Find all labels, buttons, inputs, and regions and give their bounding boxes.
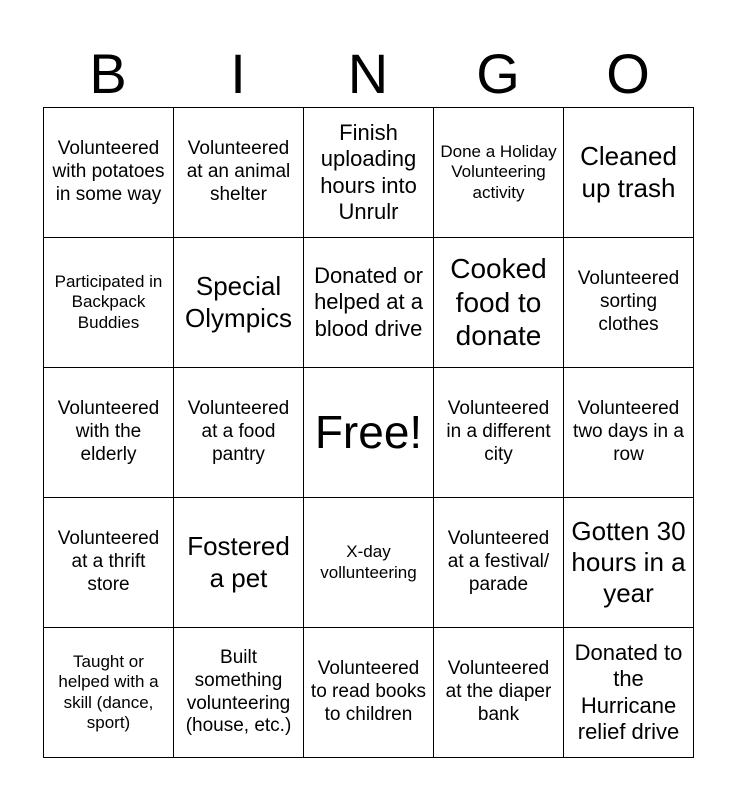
board-row-1 [44,108,694,238]
bingo-cell[interactable]: Finish uploading hours into Unrulr [304,108,434,238]
bingo-cell[interactable]: Done a Holiday Volunteering activity [434,108,564,238]
header-letter-i: I [230,42,246,105]
bingo-cell[interactable]: X-day vollunteering [304,498,434,628]
bingo-cell[interactable]: Volunteered at an animal shelter [174,108,304,238]
bingo-cell[interactable]: Volunteered to read books to children [304,628,434,758]
header-letter-b: B [89,42,127,105]
header-letter-o: O [606,42,650,105]
bingo-cell[interactable]: Cleaned up trash [564,108,694,238]
board-row-4 [44,498,694,628]
bingo-cell[interactable]: Volunteered at the diaper bank [434,628,564,758]
board-row-3 [44,368,694,498]
bingo-cell[interactable]: Taught or helped with a skill (dance, sport) [44,628,174,758]
bingo-board [43,107,694,758]
bingo-cell[interactable]: Volunteered with the elderly [44,368,174,498]
header-letter-g: G [476,42,520,105]
bingo-cell[interactable]: Volunteered at a food pantry [174,368,304,498]
bingo-cell[interactable]: Volunteered at a festival/ parade [434,498,564,628]
bingo-header [43,40,693,108]
bingo-cell[interactable]: Cooked food to donate [434,238,564,368]
bingo-cell[interactable]: Participated in Backpack Buddies [44,238,174,368]
bingo-cell[interactable]: Volunteered with potatoes in some way [44,108,174,238]
bingo-cell[interactable]: Donated to the Hurricane relief drive [564,628,694,758]
bingo-cell[interactable]: Gotten 30 hours in a year [564,498,694,628]
bingo-cell[interactable]: Donated or helped at a blood drive [304,238,434,368]
board-row-2 [44,238,694,368]
bingo-cell[interactable]: Volunteered at a thrift store [44,498,174,628]
free-cell[interactable]: Free! [304,368,434,498]
bingo-cell[interactable]: Volunteered sorting clothes [564,238,694,368]
bingo-cell[interactable]: Fostered a pet [174,498,304,628]
header-letter-n: N [347,42,389,105]
bingo-cell[interactable]: Volunteered two days in a row [564,368,694,498]
bingo-cell[interactable]: Special Olympics [174,238,304,368]
board-row-5 [44,628,694,758]
bingo-cell[interactable]: Built something volunteering (house, etc.) [174,628,304,758]
bingo-cell[interactable]: Volunteered in a different city [434,368,564,498]
